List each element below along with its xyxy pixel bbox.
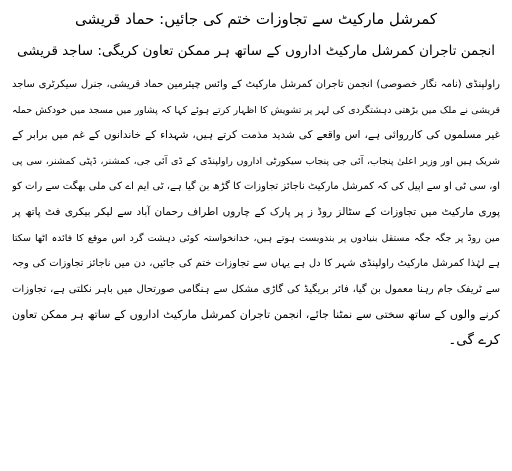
headline-secondary: انجمن تاجران کمرشل مارکیٹ اداروں کے ساتھ ہر ممکن تعاون کریگی: ساجد قریشی (16, 43, 496, 59)
body-line: مین روڈ پر جگہ جگہ مستقل بنیادوں پر بندوبست ہوتے ہیں، خدانخواستہ کوئی دہشت گرد اس موقع کا فائدہ اٹھا سکتا (12, 232, 500, 244)
body-line: کرنے والوں کے ساتھ سختی سے نمٹنا جائے، انجمن تاجران کمرشل مارکیٹ اداروں کے ساتھ ہر ممکن تعاون (12, 308, 500, 322)
headline-primary: کمرشل مارکیٹ سے تجاوزات ختم کی جائیں: حماد قریشی (74, 10, 438, 28)
body-line: پوری مارکیٹ میں تجاوزات کے سٹالز روڈ ز پر پارک کے چاروں اطراف رحمان آباد سے لیکر بیکری فٹ پاتھ پر (12, 205, 500, 218)
body-line: سے ٹریفک جام رہنا معمول بن گیا، فائر بریگیڈ کی گاڑی مشکل سے ہنگامی صورتحال میں باہر نکلتی ہے، تجاوزات (12, 283, 500, 295)
body-line: غیر مسلموں کی کارروائی ہے، اس واقعے کی شدید مذمت کرتے ہیں، شہداء کے خاندانوں کے غم میں برابر کے (12, 129, 500, 142)
body-line: او، سی ٹی او سے اپیل کی کہ کمرشل مارکیٹ ناجائز تجاوزات کا گڑھ بن گیا ہے، ٹی ایم اے کی ملی بھگت سے رات کو (12, 181, 500, 193)
body-line: کرے گی۔ (448, 331, 500, 348)
body-line: ہے لہٰذا کمرشل مارکیٹ راولپنڈی شہر کا دل ہے یہاں سے تجاوزات ختم کی جائیں، دن میں ناجائز تجاوزات کی وجہ (12, 258, 500, 270)
body-line: قریشی نے ملک میں بڑھتی دہشتگردی کی لہر پر تشویش کا اظہار کرتے ہوئے کہا کہ پشاور میں مسجد میں خودکش حملہ (12, 104, 500, 116)
body-line: راولپنڈی (نامہ نگار خصوصی) انجمن تاجران کمرشل مارکیٹ کے وائس چیئرمین حماد قریشی، جنرل سیکرٹری ساجد (12, 79, 500, 90)
body-line: شریک ہیں اور وزیر اعلیٰ پنجاب، آئی جی پنجاب سیکورٹی اداروں راولپنڈی کے ڈی آئی جی، کمشنر، ڈپٹی کمشنر، سی پی (12, 155, 500, 167)
article-body (12, 72, 500, 354)
